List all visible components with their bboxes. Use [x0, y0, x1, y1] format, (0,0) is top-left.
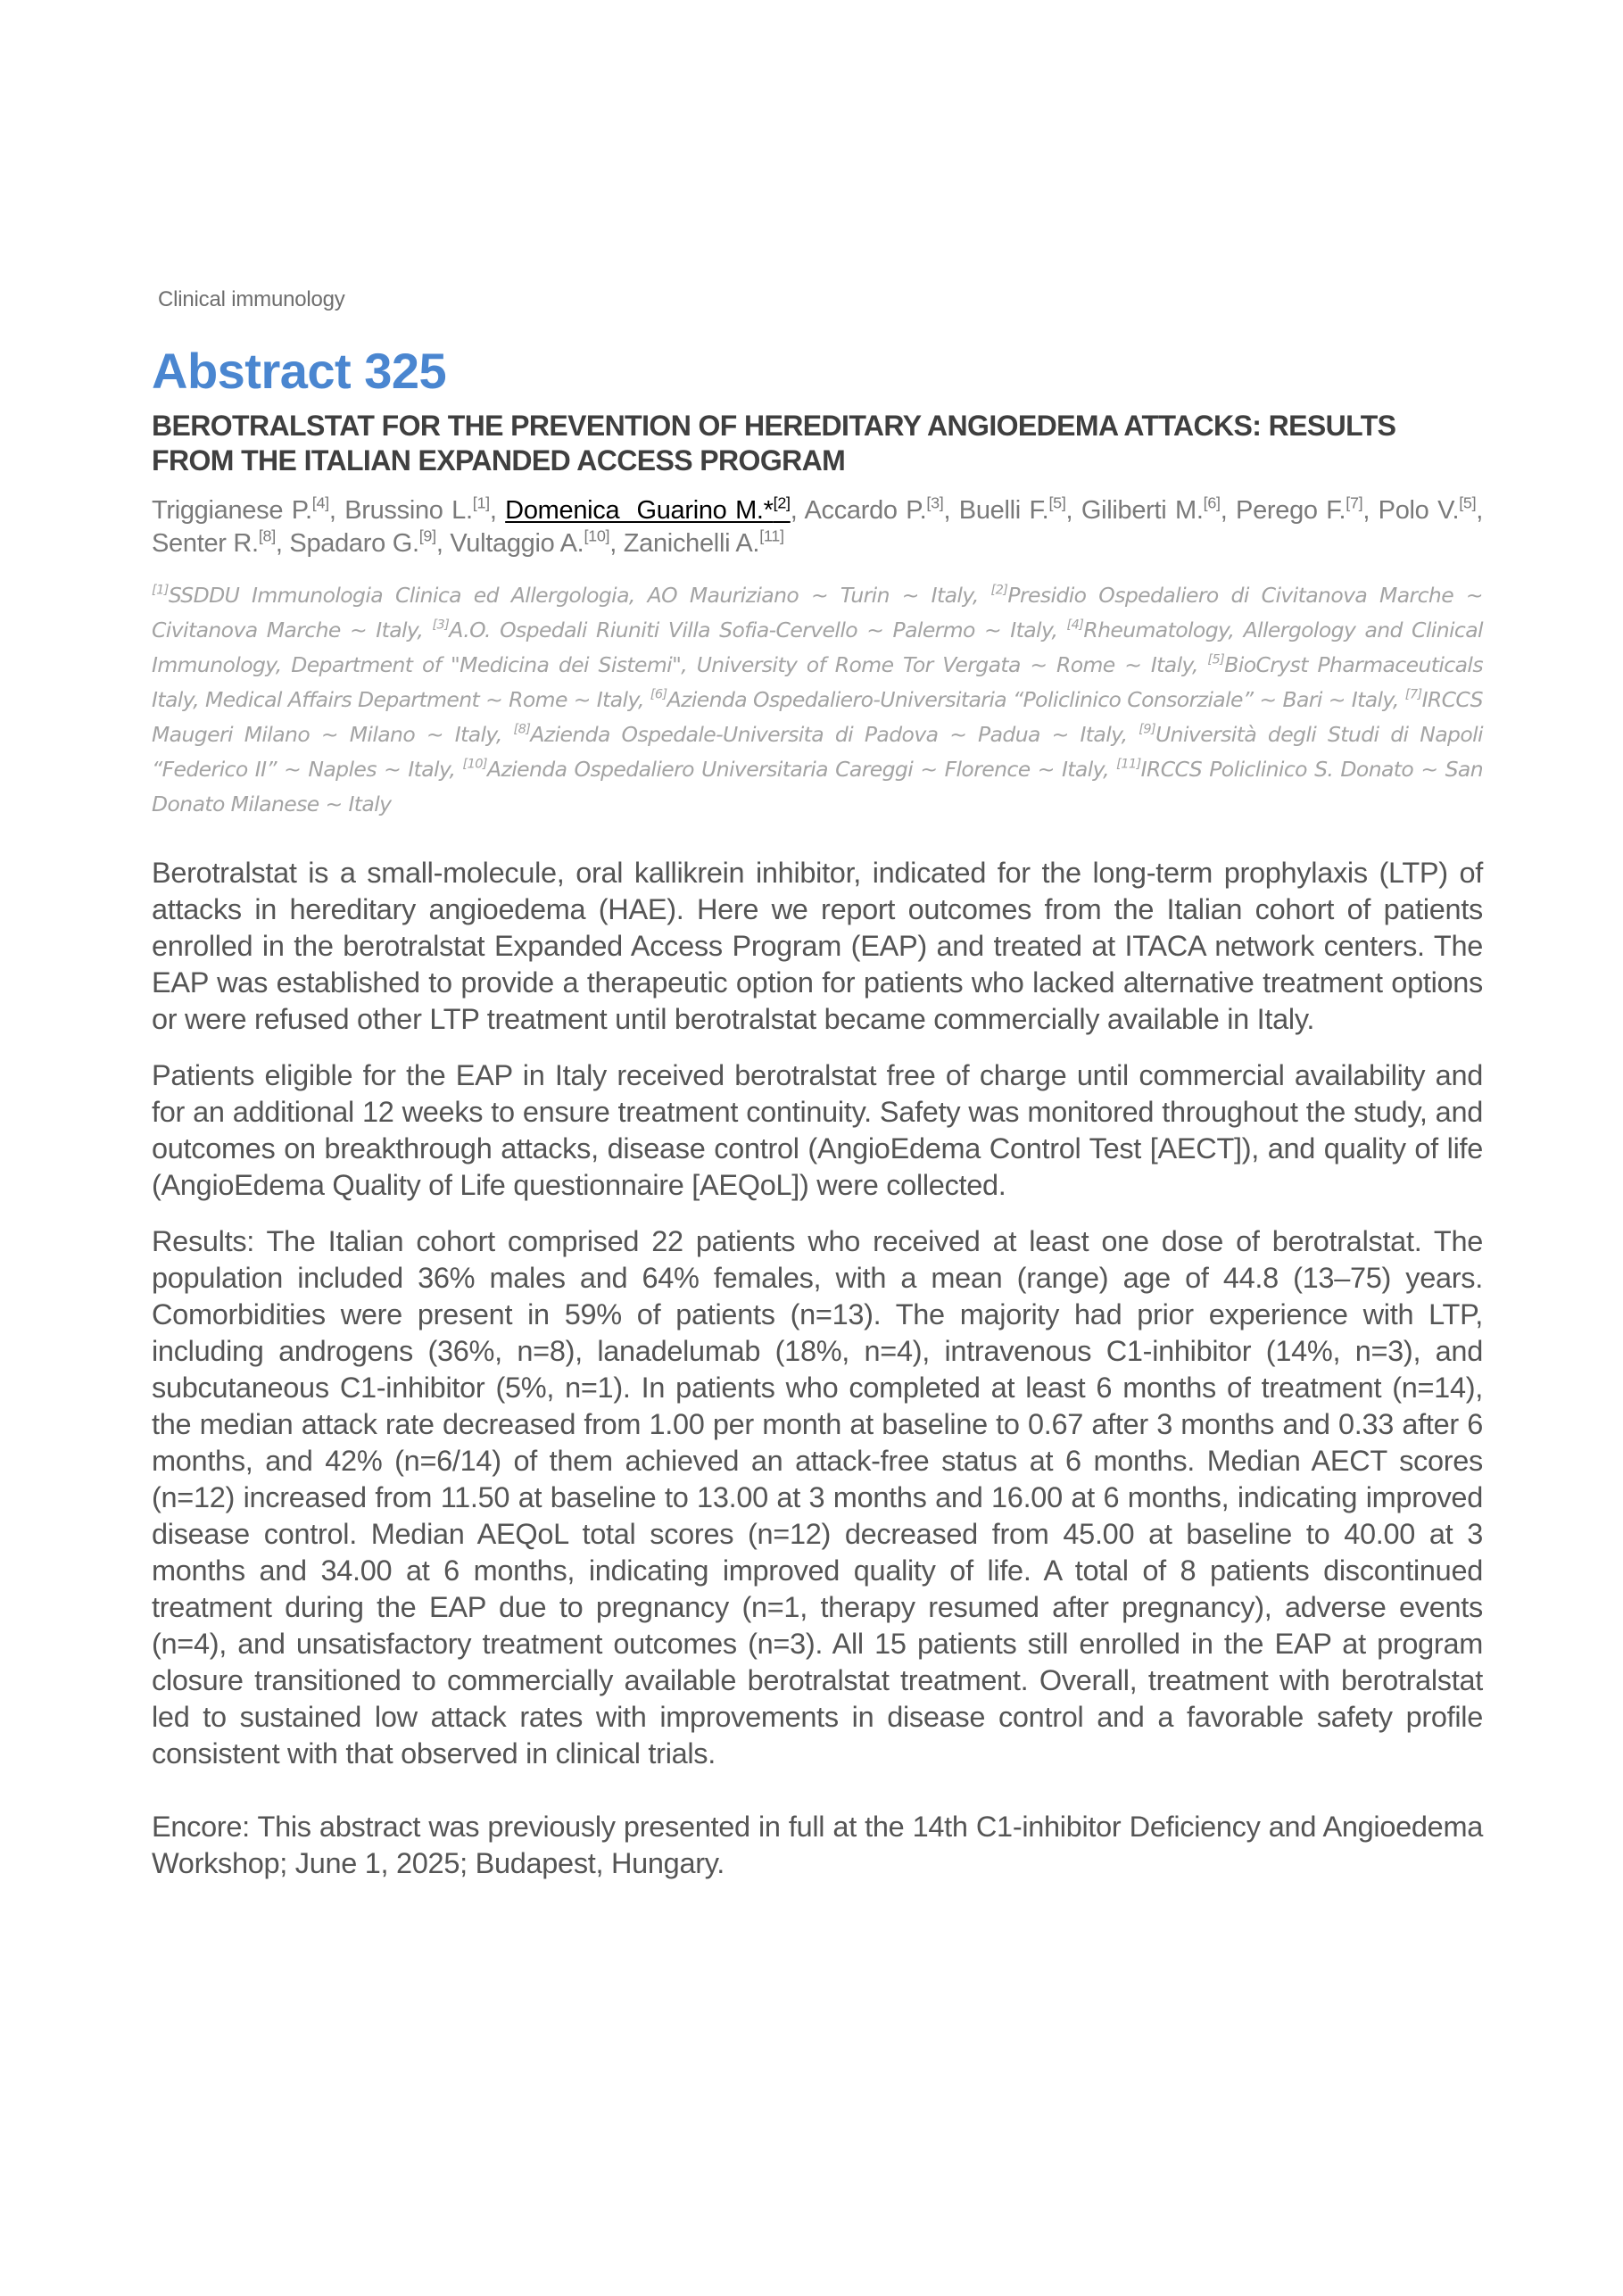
affiliation: [4]Rheumatology, Allergology and Clinical Immunology, Department of "Medicina dei Sistemi", University of Rome Tor Vergata ~ Rome ~ Italy, [152, 617, 1483, 677]
author: Brussino L.[1] [344, 493, 490, 525]
author: Spadaro G.[9] [289, 526, 436, 558]
affiliation: [3]A.O. Ospedali Riuniti Villa Sofia-Cervello ~ Palermo ~ Italy, [432, 617, 1067, 642]
abstract-number: Abstract 325 [152, 343, 447, 399]
author: Vultaggio A.[10] [450, 526, 610, 558]
author: Buelli F.[5] [958, 493, 1066, 525]
affiliation: [10]Azienda Ospedaliero Universitaria Careggi ~ Florence ~ Italy, [462, 756, 1117, 782]
affiliation: [9]Università degli Studi di Napoli “Federico II” ~ Naples ~ Italy, [152, 721, 1483, 782]
background-paragraph: Berotralstat is a small-molecule, oral kallikrein inhibitor, indicated for the long-term prophylaxis (LTP) of attacks in hereditary angioedema (HAE). Here we report outcomes from the Italian cohort of patients enrolled in the berotralstat Expanded Access Program (EAP) and treated at ITACA network centers. The EAP was established to provide a therapeutic option for patients who lacked alternative treatment options or were refused other LTP treatment until berotralstat became commercially available in Italy. [152, 857, 1483, 1035]
author: Perego F.[7] [1236, 493, 1363, 525]
affiliation-list [152, 578, 1483, 822]
author: Accardo P.[3] [804, 493, 944, 525]
affiliation: [2]Presidio Ospedaliero di Civitanova Marche ~ Civitanova Marche ~ Italy, [152, 582, 1483, 642]
affiliation: [1]SSDDU Immunologia Clinica ed Allergologia, AO Mauriziano ~ Turin ~ Italy, [152, 582, 991, 608]
author: Polo V.[5] [1378, 493, 1477, 525]
affiliation: [8]Azienda Ospedale-Universita di Padova ~ Padua ~ Italy, [513, 721, 1139, 747]
author: Senter R.[8] [152, 526, 276, 558]
affiliation: [5]BioCryst Pharmaceuticals Italy, Medical Affairs Department ~ Rome ~ Italy, [152, 651, 1483, 712]
affiliation: [11]IRCCS Policlinico S. Donato ~ San Donato Milanese ~ Italy [152, 756, 1483, 816]
author: Zanichelli A.[11] [623, 526, 784, 558]
affiliation: [6]Azienda Ospedaliero-Universitaria “Policlinico Consorziale” ~ Bari ~ Italy, [650, 686, 1405, 712]
presenting-author[interactable]: Domenica Guarino M.*[2] [505, 493, 791, 525]
affiliation: [7]IRCCS Maugeri Milano ~ Milano ~ Italy, [152, 686, 1483, 747]
category-label: Clinical immunology [158, 287, 345, 311]
author: Triggianese P.[4] [152, 493, 329, 525]
abstract-title: BEROTRALSTAT FOR THE PREVENTION OF HEREDITARY ANGIOEDEMA ATTACKS: RESULTS FROM THE ITALIAN EXPANDED ACCESS PROGRAM [152, 410, 1396, 477]
methods-paragraph: Patients eligible for the EAP in Italy received berotralstat free of charge until commercial availability and for an additional 12 weeks to ensure treatment continuity. Safety was monitored throughout the study, and outcomes on breakthrough attacks, disease control (AngioEdema Control Test [AECT]), and quality of life (AngioEdema Quality of Life questionnaire [AEQoL]) were collected. [152, 1059, 1483, 1201]
author-list: Triggianese P.[4], Brussino L.[1], Domenica Guarino M.*[2], Accardo P.[3], Buelli F.[5], Giliberti M.[6], Perego F.[7], Polo V.[5], Senter R.[8], Spadaro G.[9], Vultaggio A.[10], Zanichelli A.[11] [152, 493, 1484, 558]
results-paragraph: Results: The Italian cohort comprised 22 patients who received at least one dose of berotralstat. The population included 36% males and 64% females, with a mean (range) age of 44.8 (13–75) years. Comorbidities were present in 59% of patients (n=13). The majority had prior experience with LTP, including androgens (36%, n=8), lanadelumab (18%, n=4), intravenous C1-inhibitor (14%, n=3), and subcutaneous C1-inhibitor (5%, n=1). In patients who completed at least 6 months of treatment (n=14), the median attack rate decreased from 1.00 per month at baseline to 0.67 after 3 months and 0.33 after 6 months, and 42% (n=6/14) of them achieved an attack-free status at 6 months. Median AECT scores (n=12) increased from 11.50 at baseline to 13.00 at 3 months and 16.00 at 6 months, indicating improved disease control. Median AEQoL total scores (n=12) decreased from 45.00 at baseline to 40.00 at 3 months and 34.00 at 6 months, indicating improved quality of life. A total of 8 patients discontinued treatment during the EAP due to pregnancy (n=1, therapy resumed after pregnancy), adverse events (n=4), and unsatisfactory treatment outcomes (n=3). All 15 patients still enrolled in the EAP at program closure transitioned to commercially available berotralstat treatment. Overall, treatment with berotralstat led to sustained low attack rates with improvements in disease control and a favorable safety profile consistent with that observed in clinical trials. [152, 1225, 1483, 1770]
author: Giliberti M.[6] [1081, 493, 1221, 525]
abstract-body [152, 855, 1483, 1902]
encore-paragraph: Encore: This abstract was previously presented in full at the 14th C1-inhibitor Deficiency and Angioedema Workshop; June 1, 2025; Budapest, Hungary. [152, 1811, 1483, 1879]
